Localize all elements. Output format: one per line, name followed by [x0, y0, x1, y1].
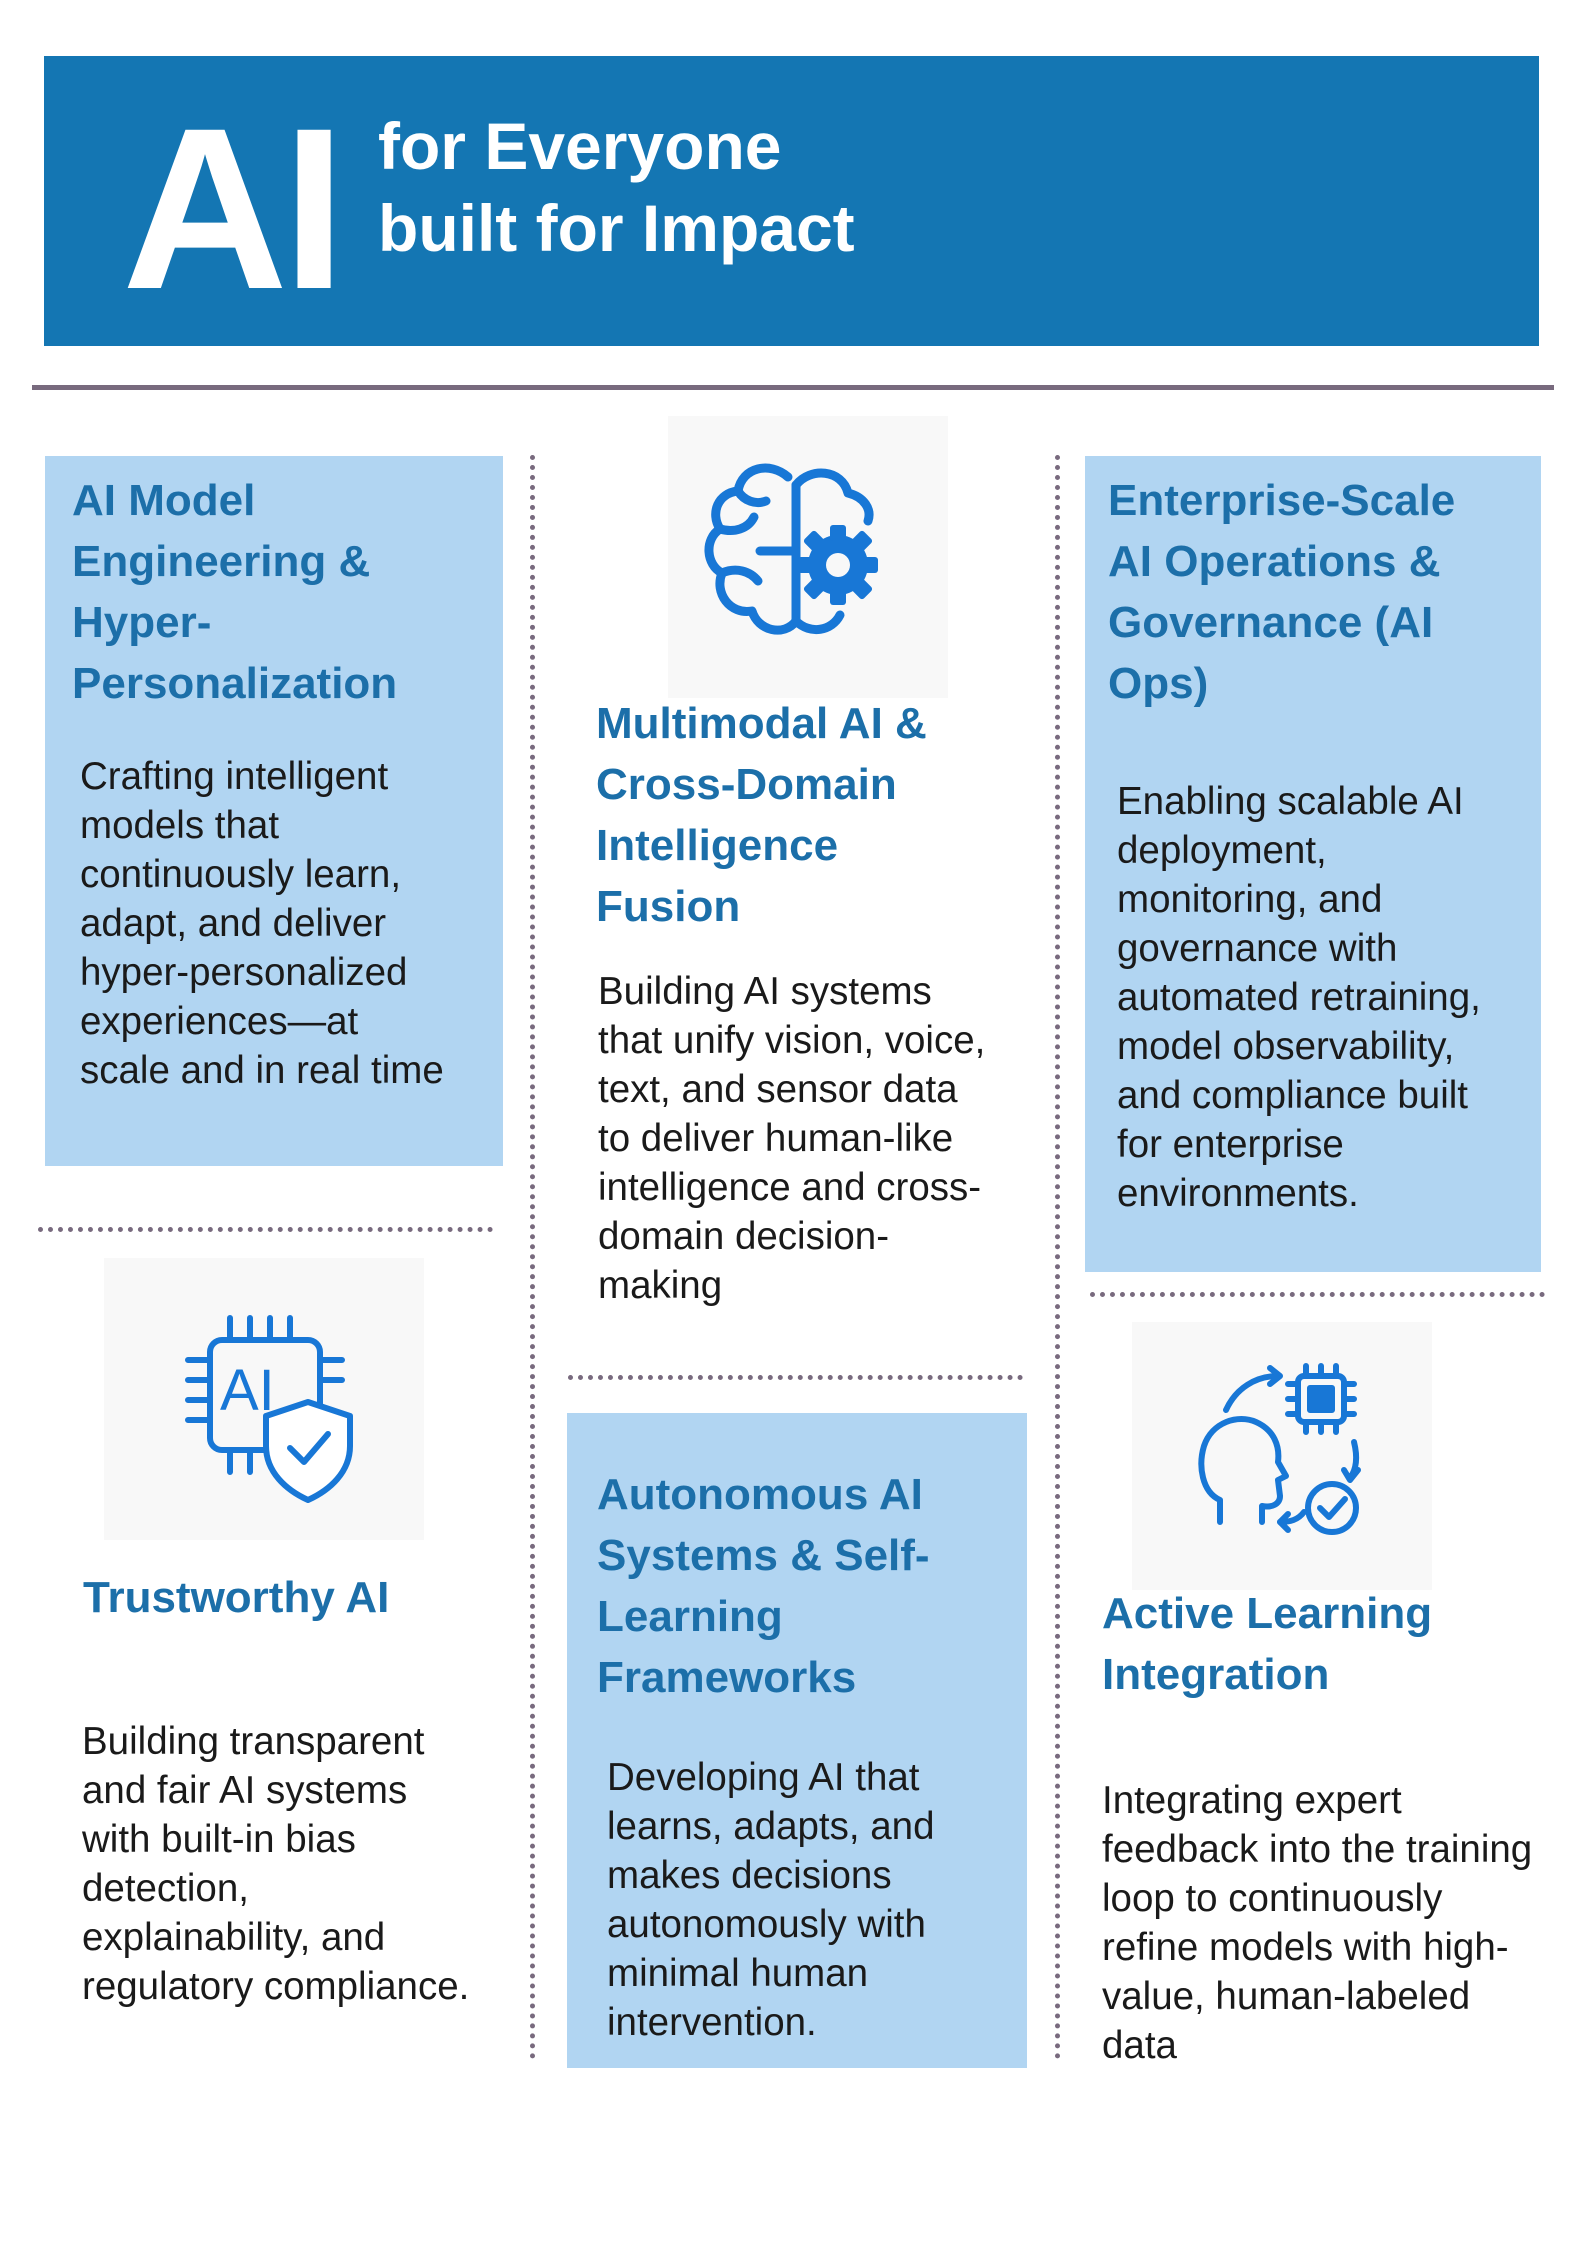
- card-title: Multimodal AI & Cross-Domain Intelligence Fusion: [596, 699, 927, 931]
- card-description: Enabling scalable AI deployment, monitoring, and governance with automated retraining, model observability, and compliance built for enterprise environments.: [1117, 780, 1481, 1215]
- ai-chip-shield-icon: [180, 1310, 360, 1510]
- card-title: Autonomous AI Systems & Self- Learning Frameworks: [597, 1470, 930, 1702]
- row-divider-left: [38, 1227, 493, 1232]
- card-description: Integrating expert feedback into the training loop to continuously refine models with high- value, human-labeled data: [1102, 1779, 1533, 2067]
- card-description: Developing AI that learns, adapts, and makes decisions autonomously with minimal human intervention.: [607, 1756, 935, 2044]
- column-divider-right: [1055, 455, 1060, 2060]
- header-banner: [44, 56, 1539, 346]
- chip-label: AI: [220, 1358, 275, 1423]
- column-divider-left: [530, 455, 535, 2060]
- banner-tagline-1: for Everyone: [378, 109, 782, 183]
- card-title: Active Learning Integration: [1102, 1589, 1433, 1699]
- row-divider-right: [1090, 1292, 1545, 1297]
- banner-tagline-2: built for Impact: [378, 191, 855, 265]
- card-description: Crafting intelligent models that continuously learn, adapt, and deliver hyper-personalized experiences—at scale and in real time: [80, 755, 444, 1092]
- card-description: Building transparent and fair AI systems with built-in bias detection, explainability, and regulatory compliance.: [82, 1720, 470, 2008]
- banner-ai-logotype: AI: [122, 80, 340, 337]
- row-divider-middle: [568, 1375, 1023, 1380]
- card-title: Trustworthy AI: [83, 1573, 390, 1622]
- human-chip-loop-icon: [1190, 1362, 1376, 1548]
- card-title: AI Model Engineering & Hyper- Personalization: [72, 476, 398, 708]
- brain-gear-icon: [700, 455, 900, 645]
- card-description: Building AI systems that unify vision, voice, text, and sensor data to deliver human-like intelligence and cross- domain decision- making: [598, 970, 986, 1307]
- header-divider: [32, 385, 1554, 390]
- card-title: Enterprise-Scale AI Operations & Governance (AI Ops): [1108, 476, 1456, 708]
